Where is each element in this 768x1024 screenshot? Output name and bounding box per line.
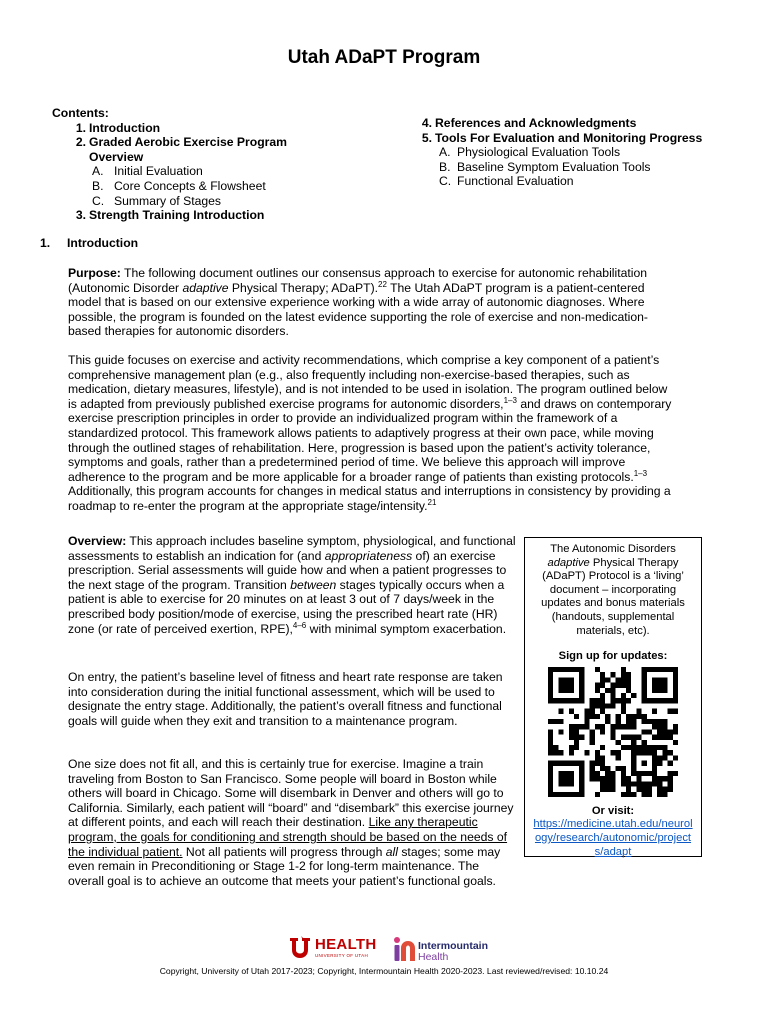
toc-item-label: References and Acknowledgments — [435, 116, 637, 130]
intermountain-wordmark — [418, 941, 488, 963]
text-run: stages typically occurs when a patient is able to exercise for 20 minutes on at least 3 out of 7 days/week in the prescribed body position/mode of exercise, using the prescribed heart rate (HR) zone (or rate of perceived exertion, RPE), — [68, 577, 505, 636]
or-visit-label: Or visit: — [591, 804, 635, 817]
toc-subitem-functional-evaluation[interactable] — [439, 174, 713, 189]
adapt-project-link[interactable]: https://medicine.utah.edu/neurology/research/autonomic/projects/adapt — [533, 818, 693, 858]
toc-subitem-physiological-tools[interactable] — [439, 145, 713, 160]
intermountain-subname: Health — [418, 951, 449, 963]
qr-code[interactable] — [548, 667, 678, 797]
text-run: This guide focuses on exercise and activity recommendations, which comprise a key component of a patient’s comprehensive management plan (e.g., also frequently including non-exercise-based therapies, such as medication, dietary measures, lifestyle), and is not intended to be used in isolation. The program outlined below is adapted from previously published exercise programs for autonomic disorders, — [68, 353, 668, 411]
toc-subitem-letter: C. — [92, 193, 105, 208]
toc-subitem-core-concepts[interactable] — [92, 179, 342, 194]
text-run: Physical Therapy; ADaPT). — [228, 280, 379, 295]
toc-item-references[interactable] — [413, 116, 713, 131]
toc-item-label: Strength Training Introduction — [89, 208, 265, 223]
text-run-italic: appropriateness — [324, 548, 413, 563]
toc-item-number: 4. — [421, 116, 432, 130]
citation: 4–6 — [292, 620, 307, 630]
toc-item-tools[interactable] — [413, 131, 713, 146]
university-of-utah-health-logo — [288, 936, 377, 960]
text-run: One size does not fit all, and this is certainly true for exercise. Imagine a train traveling from Boston to San Francisco. Some people will board in Boston while others will board in Chicago. Some will disembark in Denver and others will go to California. Similarly, each patient will “board” and “disembark” this exercise journey at different points, and each will reach their destination. — [68, 757, 514, 830]
section-number: 1. — [40, 236, 51, 250]
toc-subitem-letter: A. — [92, 164, 104, 179]
signup-label: Sign up for updates: — [558, 650, 668, 663]
toc-item-label: Tools For Evaluation and Monitoring Progress — [435, 130, 703, 145]
text-run: The following document outlines our consensus approach to exercise for autonomic rehabilitation (Autonomic Disorder — [68, 266, 648, 295]
toc-subitem-label: Summary of Stages — [114, 193, 222, 208]
purpose-paragraph — [68, 266, 674, 339]
text-run: stages; some may even remain in Preconditioning or Stage 1-2 for long-term maintenance. The overall goal is to achieve an outcome that meets your patient’s functional goals. — [68, 844, 501, 888]
text-run: Additionally, this program accounts for changes in medical status and interruptions in consistency by providing a roadmap to re-enter the program at the appropriate stage/intensity. — [68, 484, 671, 513]
toc-item-graded-aerobic[interactable] — [52, 135, 342, 164]
toc-subitem-initial-evaluation[interactable] — [92, 164, 342, 179]
text-run-italic: adaptive — [182, 280, 229, 295]
toc-subitem-summary-of-stages[interactable] — [92, 194, 342, 209]
citation: 1–3 — [633, 468, 648, 478]
footer-logos — [0, 936, 768, 966]
text-run: The Autonomic Disorders — [550, 543, 676, 555]
citation: 21 — [427, 497, 437, 507]
updates-sidebar — [524, 537, 702, 857]
toc-item-number: 1. — [75, 120, 86, 135]
toc-item-introduction[interactable] — [52, 121, 342, 136]
table-of-contents-right — [413, 116, 713, 189]
toc-item-number: 3. — [75, 208, 86, 223]
text-run: Not all patients will progress through — [182, 844, 386, 859]
toc-heading: Contents: — [52, 106, 109, 120]
text-run-italic: adaptive — [547, 556, 590, 569]
text-run: with minimal symptom exacerbation. — [306, 621, 507, 636]
text-run: This approach includes baseline symptom, physiological, and functional assessments to establish an indication for (and — [68, 534, 516, 563]
citation: 22 — [378, 279, 387, 289]
toc-subitem-letter: A. — [439, 145, 451, 160]
toc-subitem-label: Initial Evaluation — [114, 164, 203, 179]
toc-subitem-label: Physiological Evaluation Tools — [457, 145, 621, 160]
text-run-underlined: Like any therapeutic program, the goals for conditioning and strength should be based on the needs of the individual patient. — [68, 815, 508, 859]
uhealth-subname: UNIVERSITY OF UTAH — [315, 953, 368, 958]
uhealth-wordmark — [315, 936, 377, 959]
toc-item-label: Introduction — [89, 120, 161, 135]
intermountain-name: Intermountain — [418, 940, 488, 952]
intermountain-health-logo — [392, 936, 488, 963]
toc-subitem-letter: B. — [439, 159, 451, 174]
text-run-italic: all — [385, 844, 398, 859]
toc-item-number: 5. — [421, 130, 432, 145]
sidebar-description — [531, 543, 695, 638]
toc-subitem-label: Baseline Symptom Evaluation Tools — [457, 159, 651, 174]
text-run: of) an exercise prescription. Serial assessments will guide how and when a patient progresses to the next stage of the program. Transition — [68, 548, 507, 592]
text-run-italic: between — [290, 577, 337, 592]
guide-paragraph — [68, 353, 674, 514]
toc-subitem-label: Core Concepts & Flowsheet — [114, 178, 266, 193]
text-run: Physical Therapy (ADaPT) Protocol is a ‘living’ document – incorporating updates and bonus materials (handouts, supplemental materials, etc). — [541, 556, 685, 637]
copyright-notice: Copyright, University of Utah 2017-2023; Copyright, Intermountain Health 2020-2023. Last reviewed/revised: 10.10.24 — [159, 966, 609, 976]
overview-label: Overview: — [68, 534, 127, 548]
text-run: The Utah ADaPT program is a patient-centered model that is based on our extensive experience working with a wide array of autonomic diagnoses. Where possible, the program is founded on the latest evidence supporting the role of exercise and non-medication-based therapies for autonomic disorders. — [68, 280, 648, 339]
page-title: Utah ADaPT Program — [287, 47, 481, 68]
toc-subitem-letter: C. — [439, 174, 452, 189]
citation: 1–3 — [503, 395, 517, 405]
toc-subitem-label: Functional Evaluation — [457, 174, 574, 189]
table-of-contents-left — [52, 106, 342, 223]
purpose-label: Purpose: — [68, 266, 121, 280]
toc-item-number: 2. — [75, 135, 86, 150]
one-size-paragraph — [68, 757, 516, 888]
overview-paragraph — [68, 534, 516, 636]
entry-paragraph: On entry, the patient’s baseline level of fitness and heart rate response are taken into consideration during the initial functional assessment, which will be used to designate the entry stage. Additionally, the patient’s overall fitness and functional goals will guide when they exit and transition to a maintenance program. — [68, 670, 503, 728]
section-title: Introduction — [67, 236, 139, 250]
toc-item-strength-training[interactable] — [52, 208, 342, 223]
uhealth-name: HEALTH — [315, 936, 377, 953]
toc-item-label: Graded Aerobic Exercise Program Overview — [89, 135, 288, 164]
u-block-logo-icon — [288, 936, 312, 960]
intermountain-mark-icon — [392, 936, 416, 962]
toc-subitem-baseline-symptom-tools[interactable] — [439, 160, 713, 175]
text-run: and draws on contemporary exercise prescription principles in order to provide an individualized program within the framework of a standardized protocol. This framework allows patients to adaptively progress at their own pace, while moving through the outlined stages of rehabilitation. Here, progression is based upon the patient’s activity tolerance, symptoms and goals, rather than a predetermined period of time. We believe this approach will improve adherence to the program and be more applicable for a broader range of patients than existing protocols. — [68, 396, 672, 484]
section-heading-introduction — [40, 236, 138, 251]
toc-subitem-letter: B. — [92, 178, 104, 193]
